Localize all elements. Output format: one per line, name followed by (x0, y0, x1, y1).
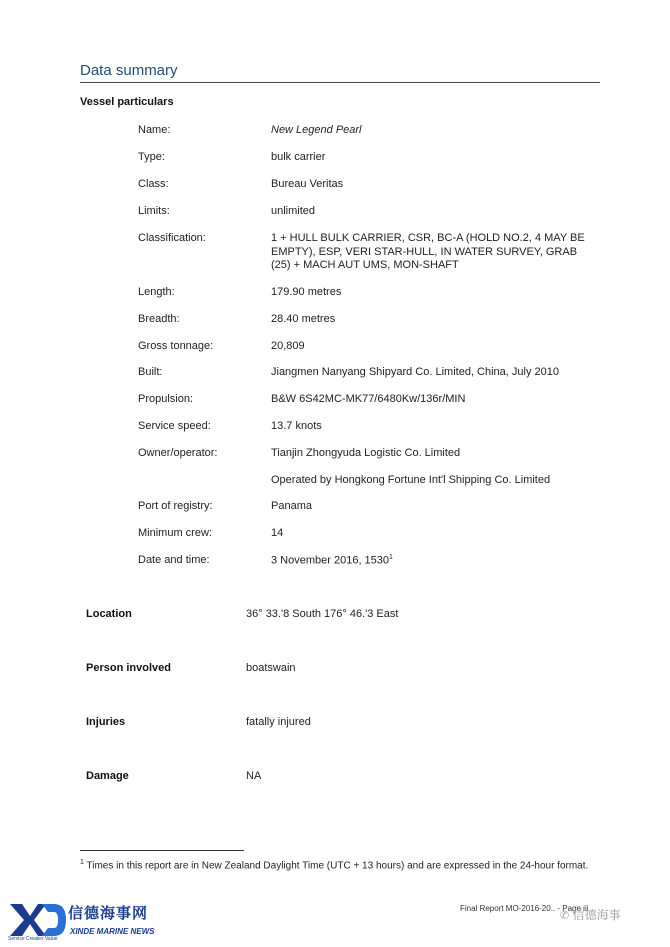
footnote-text: Times in this report are in New Zealand Daylight Time (UTC + 13 hours) and are expressed in the 24-hour format. (83, 860, 589, 872)
value-breadth: 28.40 metres (271, 313, 336, 325)
label-name: Name: (138, 124, 171, 136)
label-class: Class: (138, 178, 169, 190)
logo-english-name: XINDE MARINE NEWS (70, 927, 155, 936)
footnote-mark: 1 (80, 859, 84, 866)
value-port-of-registry: Panama (271, 500, 312, 512)
value-operator: Operated by Hongkong Fortune Int'l Shipping Co. Limited (271, 474, 551, 486)
value-limits: unlimited (271, 205, 316, 217)
label-gross-tonnage: Gross tonnage: (138, 340, 214, 352)
value-propulsion: B&W 6S42MC-MK77/6480Kw/136r/MIN (271, 393, 466, 405)
label-damage: Damage (86, 770, 129, 782)
footnote (80, 856, 600, 873)
label-limits: Limits: (138, 205, 170, 217)
value-service-speed: 13.7 knots (271, 420, 322, 432)
label-length: Length: (138, 286, 175, 298)
value-date-time (271, 554, 393, 567)
logo-slogan: Service Creates Value (8, 936, 58, 942)
page-title: Data summary (80, 62, 178, 79)
value-name: New Legend Pearl (271, 124, 362, 136)
value-location: 36° 33.'8 South 176° 46.'3 East (246, 608, 399, 620)
value-injuries: fatally injured (246, 716, 311, 728)
label-service-speed: Service speed: (138, 420, 211, 432)
value-damage: NA (246, 770, 262, 782)
label-owner-operator: Owner/operator: (138, 447, 218, 459)
label-port-of-registry: Port of registry: (138, 500, 213, 512)
value-owner: Tianjin Zhongyuda Logistic Co. Limited (271, 447, 461, 459)
label-breadth: Breadth: (138, 313, 180, 325)
label-date-time: Date and time: (138, 554, 210, 566)
value-type: bulk carrier (271, 151, 326, 163)
xd-logo-icon (8, 900, 68, 938)
value-gross-tonnage: 20,809 (271, 340, 305, 352)
label-type: Type: (138, 151, 165, 163)
chat-bubble-icon: ✆ (560, 910, 570, 922)
label-person-involved: Person involved (86, 662, 171, 674)
value-length: 179.90 metres (271, 286, 342, 298)
footnote-divider (80, 850, 244, 851)
value-classification: 1 + HULL BULK CARRIER, CSR, BC-A (HOLD NO.2, 4 MAY BE EMPTY), ESP, VERI STAR-HULL, IN WATER SURVEY, GRAB (25) + MACH AUT UMS, MON-SHAFT (271, 232, 585, 271)
footnote-reference: 1 (389, 554, 393, 561)
label-location: Location (86, 608, 132, 620)
label-propulsion: Propulsion: (138, 393, 194, 405)
label-classification: Classification: (138, 232, 206, 244)
label-minimum-crew: Minimum crew: (138, 527, 212, 539)
value-person-involved: boatswain (246, 662, 296, 674)
logo-chinese-name: 信德海事网 (68, 904, 149, 922)
value-class: Bureau Veritas (271, 178, 344, 190)
value-minimum-crew: 14 (271, 527, 284, 539)
label-injuries: Injuries (86, 716, 126, 728)
label-built: Built: (138, 366, 163, 378)
watermark-text: 信德海事 (572, 908, 621, 922)
value-built: Jiangmen Nanyang Shipyard Co. Limited, China, July 2010 (271, 366, 559, 378)
watermark (560, 906, 621, 923)
title-divider (80, 82, 600, 83)
page-footer: Final Report MO-2016-20.. - Page iii (460, 904, 589, 913)
section-heading: Vessel particulars (80, 96, 174, 108)
date-time-text: 3 November 2016, 1530 (271, 554, 390, 567)
